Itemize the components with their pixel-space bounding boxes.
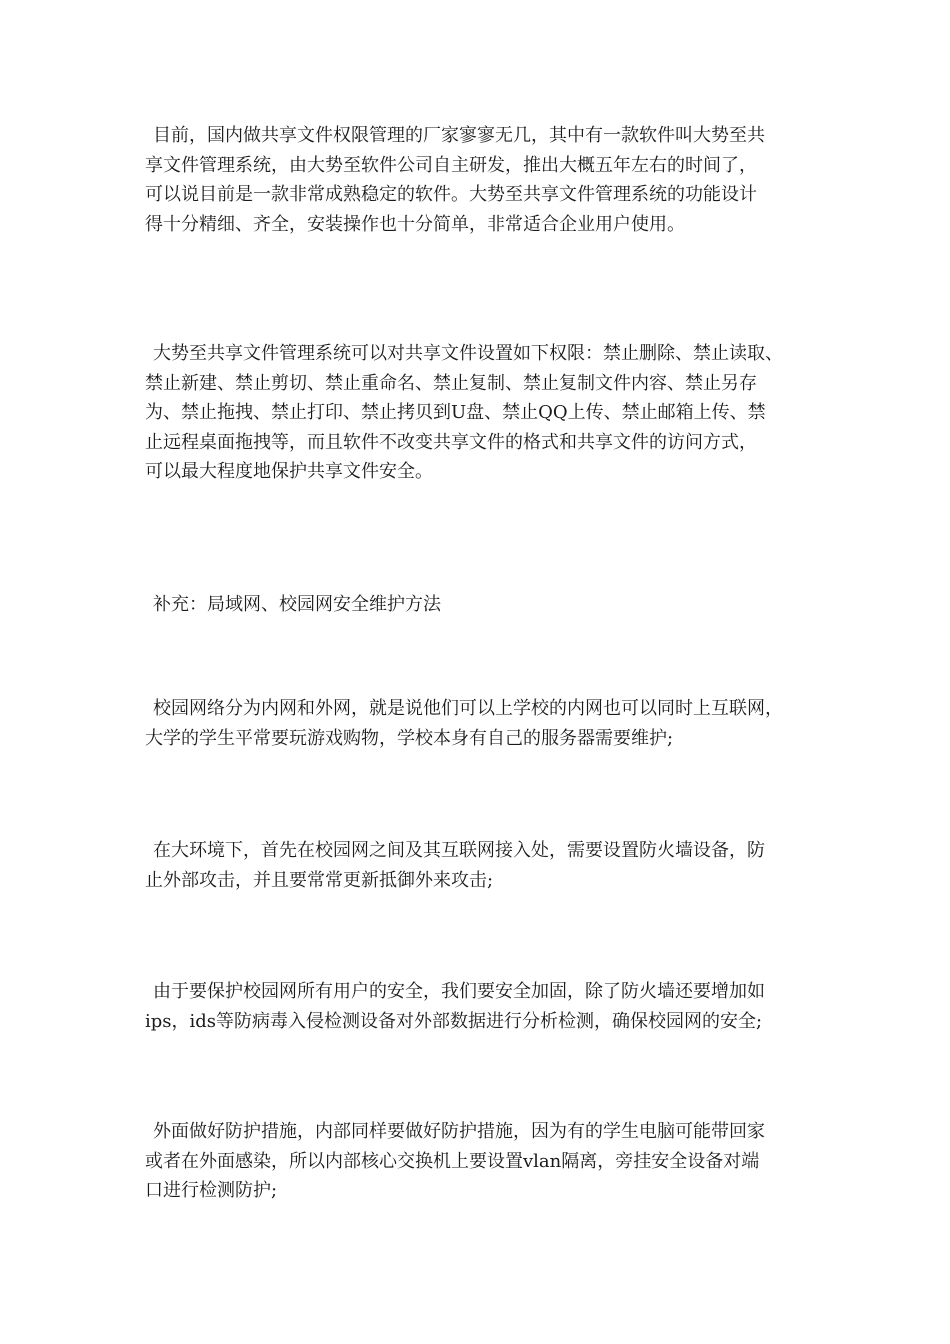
paragraph-intro	[145, 121, 825, 239]
text-line: 口进行检测防护;	[145, 1180, 278, 1201]
text-line: 在大环境下，首先在校园网之间及其互联网接入处，需要设置防火墙设备，防	[153, 840, 765, 861]
text-line: 止远程桌面拖拽等，而且软件不改变共享文件的格式和共享文件的访问方式，	[145, 431, 757, 453]
text-line: 大学的学生平常要玩游戏购物，学校本身有自己的服务器需要维护;	[145, 727, 674, 749]
text-line: 外面做好防护措施，内部同样要做好防护措施，因为有的学生电脑可能带回家	[153, 1121, 765, 1142]
text-line: 校园网络分为内网和外网，就是说他们可以上学校的内网也可以同时上互联网，	[153, 698, 783, 719]
text-line: 由于要保护校园网所有用户的安全，我们要安全加固，除了防火墙还要增加如	[153, 981, 765, 1002]
text-line: 补充：局域网、校园网安全维护方法	[153, 594, 441, 615]
section-heading-supplement	[145, 590, 825, 620]
text-line: ips，ids等防病毒入侵检测设备对外部数据进行分析检测，确保校园网的安全;	[145, 1010, 763, 1032]
paragraph-permissions	[145, 339, 825, 487]
paragraph-ids	[145, 977, 825, 1036]
text-line: 享文件管理系统，由大势至软件公司自主研发，推出大概五年左右的时间了，	[145, 154, 757, 176]
paragraph-firewall	[145, 836, 825, 895]
text-line: 禁止新建、禁止剪切、禁止重命名、禁止复制、禁止复制文件内容、禁止另存	[145, 372, 757, 394]
text-line: 目前，国内做共享文件权限管理的厂家寥寥无几，其中有一款软件叫大势至共	[153, 125, 765, 146]
text-line: 大势至共享文件管理系统可以对共享文件设置如下权限：禁止删除、禁止读取、	[153, 343, 783, 364]
paragraph-campus-network	[145, 694, 825, 753]
text-line: 止外部攻击，并且要常常更新抵御外来攻击;	[145, 869, 494, 891]
paragraph-internal-protection	[145, 1117, 825, 1206]
text-line: 或者在外面感染，所以内部核心交换机上要设置vlan隔离，旁挂安全设备对端	[145, 1150, 760, 1172]
text-line: 可以说目前是一款非常成熟稳定的软件。大势至共享文件管理系统的功能设计	[145, 184, 757, 205]
text-line: 为、禁止拖拽、禁止打印、禁止拷贝到U盘、禁止QQ上传、禁止邮箱上传、禁	[145, 402, 766, 423]
text-line: 可以最大程度地保护共享文件安全。	[145, 461, 433, 482]
text-line: 得十分精细、齐全，安装操作也十分简单，非常适合企业用户使用。	[145, 213, 685, 235]
